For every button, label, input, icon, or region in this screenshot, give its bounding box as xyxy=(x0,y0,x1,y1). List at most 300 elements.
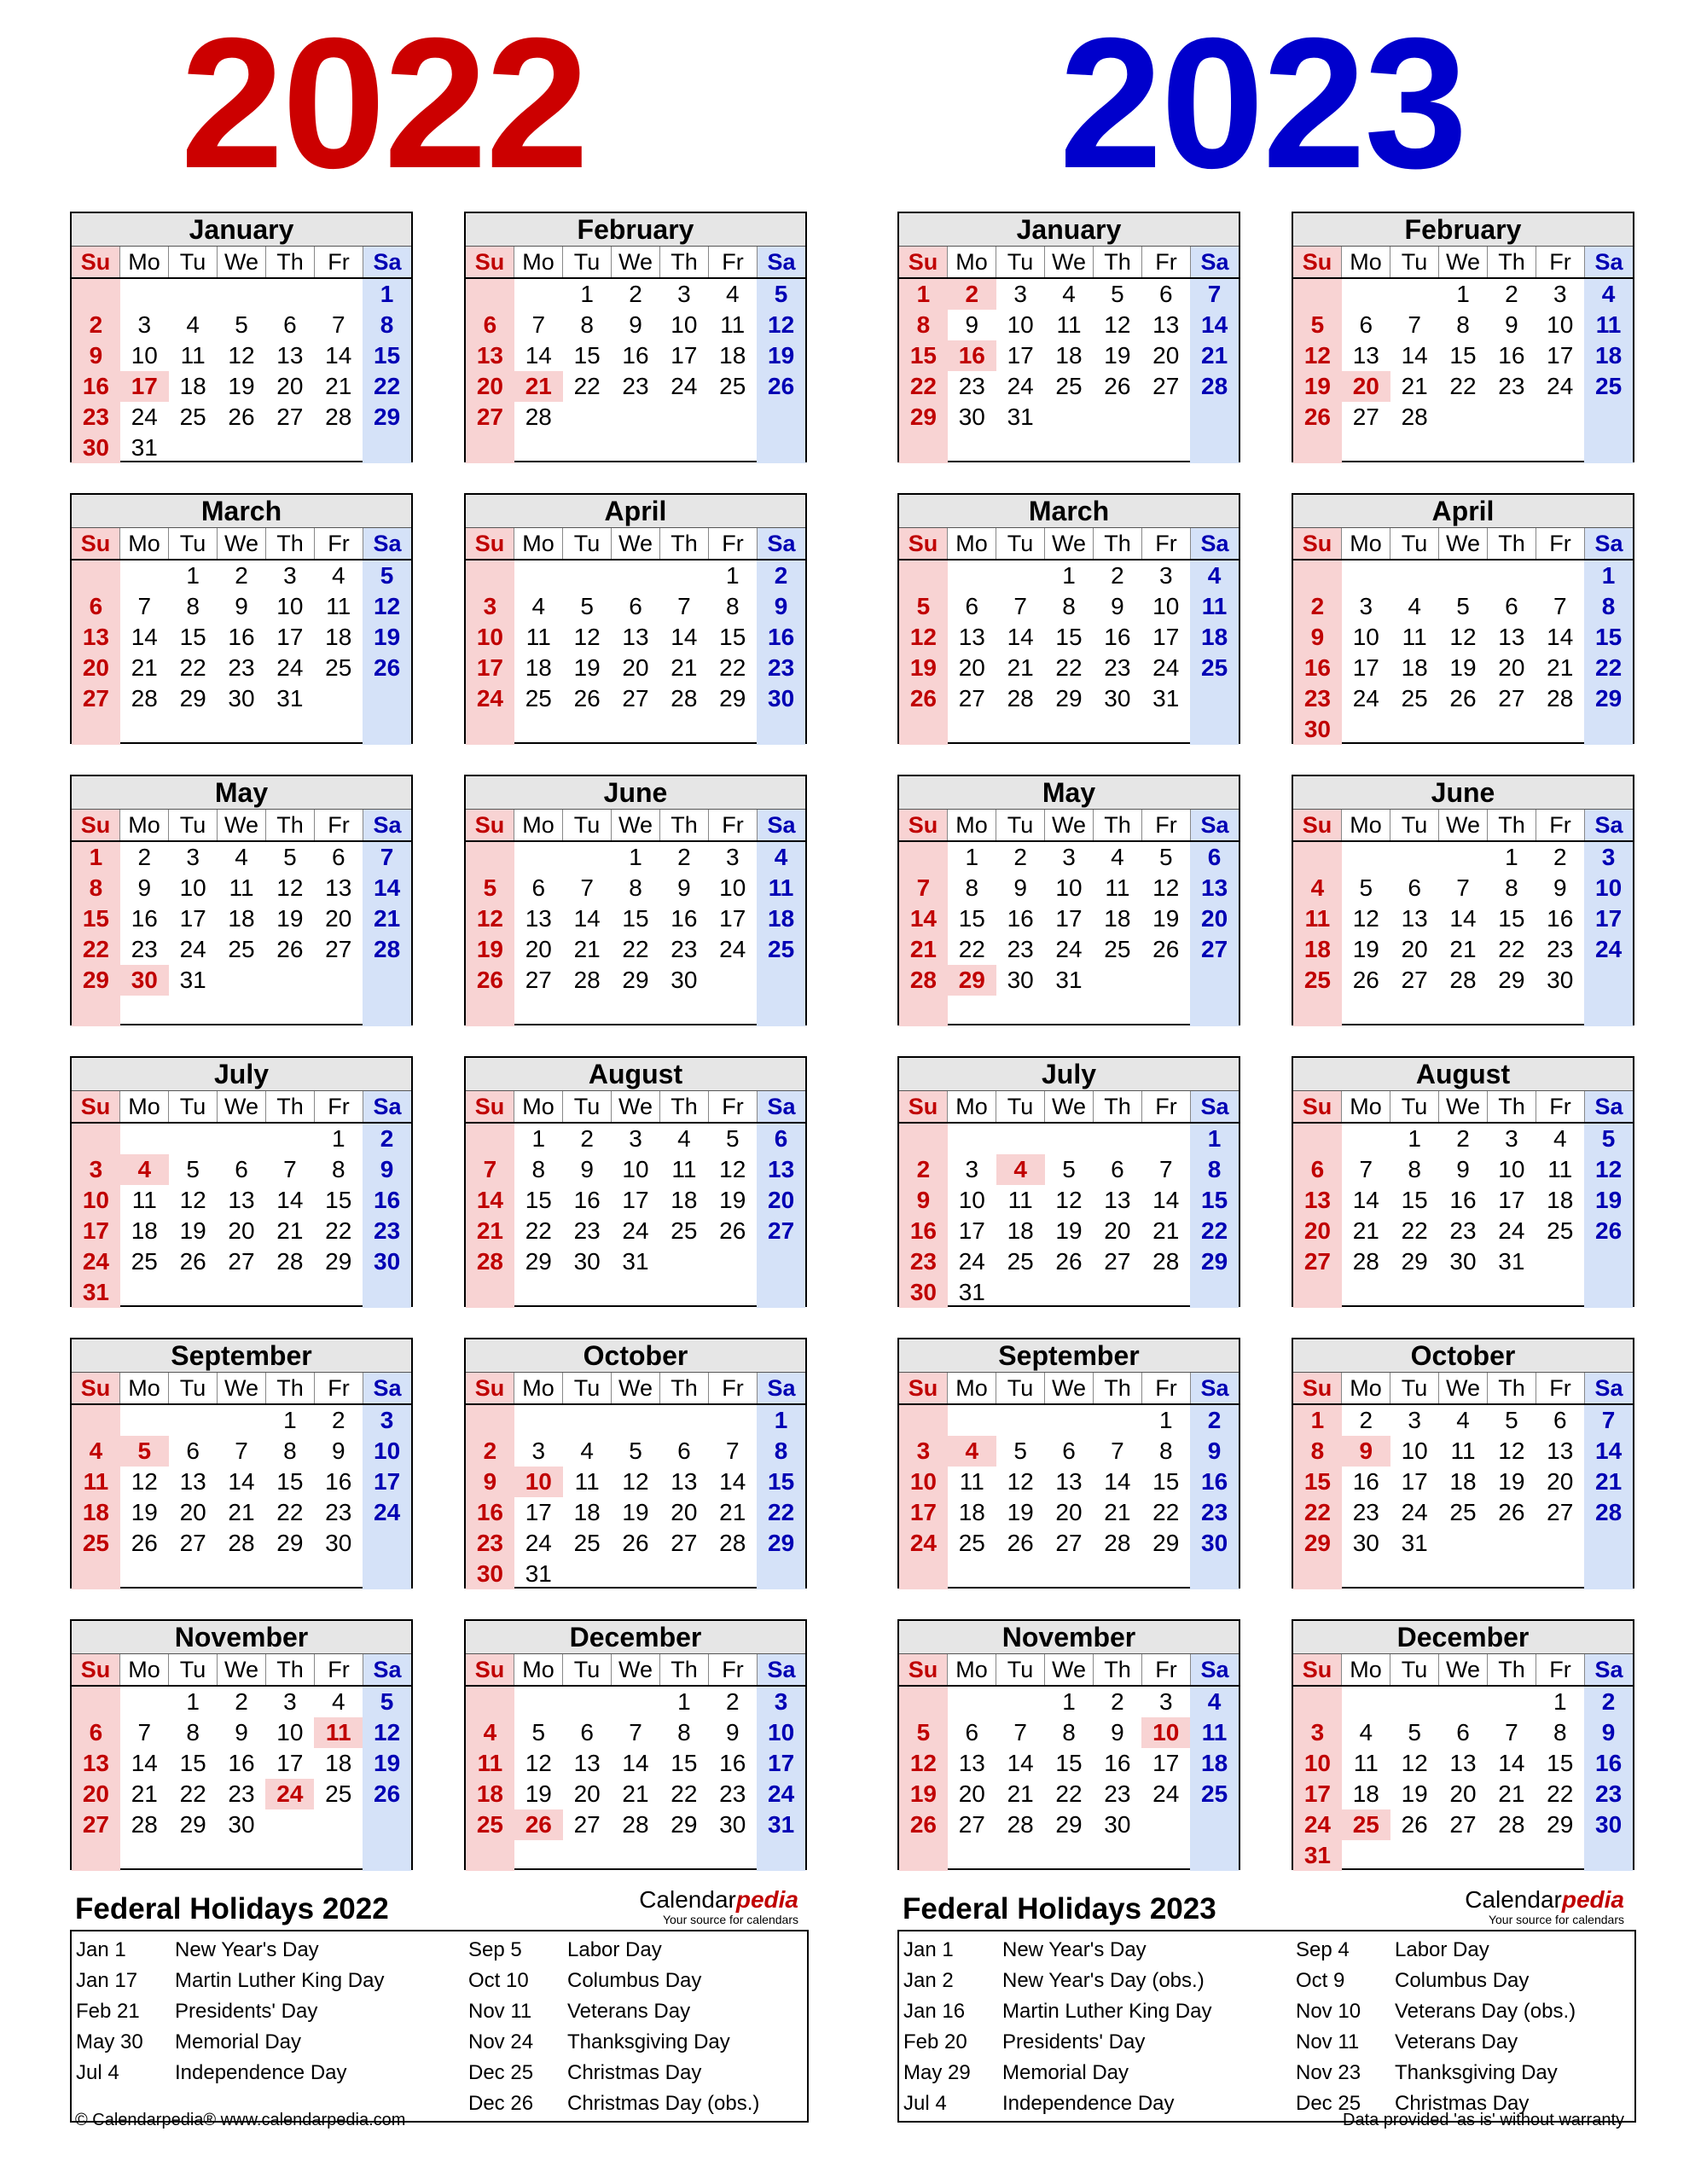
empty-cell xyxy=(899,1124,948,1154)
empty-cell xyxy=(466,996,514,1026)
day-cell: 21 xyxy=(1449,936,1477,962)
week-row xyxy=(1293,1840,1633,1871)
day-cell: 8 xyxy=(1584,591,1633,622)
day-cell: 8 xyxy=(331,1156,345,1182)
empty-cell xyxy=(1141,1124,1190,1154)
day-cell: 5 xyxy=(1456,593,1470,619)
day-cell: 31 xyxy=(1401,1530,1428,1556)
holidays-table-2023 xyxy=(897,1930,1636,2123)
day-cell: 7 xyxy=(899,873,948,903)
day-cell: 3 xyxy=(531,1438,546,1464)
day-cell: 9 xyxy=(331,1438,345,1464)
month-name: November xyxy=(72,1621,411,1654)
day-cell: 14 xyxy=(325,342,352,369)
day-cell: 31 xyxy=(72,1277,120,1308)
week-row xyxy=(72,1436,411,1467)
day-cell: 26 xyxy=(719,1217,746,1244)
holidays-table-2022 xyxy=(70,1930,809,2123)
day-cell: 14 xyxy=(131,624,158,650)
month-name: June xyxy=(1293,776,1633,810)
weekday-label: Mo xyxy=(948,810,996,840)
day-cell: 27 xyxy=(573,1811,601,1838)
empty-cell xyxy=(466,433,514,463)
day-cell: 21 xyxy=(131,654,158,681)
empty-cell xyxy=(514,561,563,591)
day-cell: 29 xyxy=(325,1248,352,1275)
empty-cell xyxy=(1141,1277,1190,1308)
empty-cell xyxy=(363,683,411,714)
month-august-2022 xyxy=(464,1056,807,1307)
weekday-label: We xyxy=(1439,1373,1488,1403)
empty-cell xyxy=(659,402,708,433)
day-cell: 10 xyxy=(1584,873,1633,903)
weekday-label: Th xyxy=(266,810,315,840)
week-row xyxy=(899,1559,1239,1589)
day-cell: 1 xyxy=(1553,1688,1567,1715)
month-april-2022 xyxy=(464,493,807,744)
day-cell: 8 xyxy=(629,874,642,901)
day-cell: 22 xyxy=(1190,1216,1239,1246)
day-cell: 16 xyxy=(719,1750,746,1776)
day-cell: 4 xyxy=(1293,873,1342,903)
weekday-label: Th xyxy=(1094,1373,1142,1403)
week-row xyxy=(466,433,805,463)
day-cell: 17 xyxy=(1352,654,1379,681)
day-cell: 14 xyxy=(671,624,698,650)
day-cell: 22 xyxy=(179,1780,206,1807)
month-name: November xyxy=(899,1621,1239,1654)
day-cell: 17 xyxy=(1584,903,1633,934)
day-cell: 24 xyxy=(179,936,206,962)
weekday-header xyxy=(72,1654,411,1687)
week-row xyxy=(466,591,805,622)
day-cell: 12 xyxy=(1152,874,1180,901)
day-cell: 1 xyxy=(965,844,979,870)
week-row xyxy=(1293,903,1633,934)
day-cell: 31 xyxy=(1055,967,1083,993)
empty-cell xyxy=(1536,1528,1584,1559)
day-cell: 9 xyxy=(580,1156,594,1182)
weekday-label: Th xyxy=(1488,1091,1536,1122)
day-cell: 22 xyxy=(719,654,746,681)
day-cell: 3 xyxy=(1158,562,1173,589)
empty-cell xyxy=(1293,1687,1342,1717)
day-cell: 1 xyxy=(1456,281,1470,307)
month-name: December xyxy=(466,1621,805,1654)
empty-cell xyxy=(996,714,1045,745)
day-cell: 16 xyxy=(671,905,698,932)
day-cell: 8 xyxy=(899,310,948,340)
empty-cell xyxy=(757,433,805,463)
weekday-label: Su xyxy=(899,810,948,840)
weekday-label: Sa xyxy=(1191,1654,1239,1685)
day-cell: 9 xyxy=(725,1719,740,1745)
weekday-label: Fr xyxy=(709,1373,758,1403)
week-row xyxy=(72,1840,411,1871)
day-cell: 3 xyxy=(629,1125,642,1152)
day-cell: 11 xyxy=(1293,903,1342,934)
day-cell: 5 xyxy=(580,593,594,619)
weekday-label: Th xyxy=(1094,1091,1142,1122)
day-cell: 19 xyxy=(525,1780,552,1807)
empty-cell xyxy=(1439,996,1488,1026)
month-january-2022 xyxy=(70,212,413,462)
day-cell: 2 xyxy=(677,844,691,870)
day-cell: 26 xyxy=(466,965,514,996)
day-cell: 5 xyxy=(466,873,514,903)
day-cell: 3 xyxy=(965,1156,979,1182)
day-cell: 28 xyxy=(466,1246,514,1277)
day-cell: 10 xyxy=(757,1717,805,1748)
weekday-header xyxy=(72,528,411,561)
day-cell: 22 xyxy=(1498,936,1525,962)
day-cell: 30 xyxy=(671,967,698,993)
day-cell: 16 xyxy=(1104,624,1131,650)
day-cell: 3 xyxy=(899,1436,948,1467)
day-cell: 27 xyxy=(72,1809,120,1840)
weekday-label: Mo xyxy=(514,528,563,559)
weekday-header xyxy=(1293,1373,1633,1405)
month-name: February xyxy=(1293,213,1633,247)
day-cell: 31 xyxy=(276,685,304,712)
holiday-name: Martin Luther King Day xyxy=(175,1969,385,1992)
week-row xyxy=(466,1497,805,1528)
day-cell: 7 xyxy=(1408,311,1421,338)
empty-cell xyxy=(1342,1277,1390,1308)
day-cell: 7 xyxy=(531,311,546,338)
day-cell: 15 xyxy=(179,1750,206,1776)
day-cell: 24 xyxy=(958,1248,985,1275)
day-cell: 11 xyxy=(180,342,206,369)
day-cell: 5 xyxy=(1584,1124,1633,1154)
day-cell: 4 xyxy=(331,562,345,589)
week-row xyxy=(899,1779,1239,1809)
day-cell: 7 xyxy=(331,311,345,338)
day-cell: 16 xyxy=(363,1185,411,1216)
empty-cell xyxy=(120,1405,169,1436)
day-cell: 21 xyxy=(1498,1780,1525,1807)
empty-cell xyxy=(1536,1840,1584,1871)
weekday-label: Sa xyxy=(1191,1091,1239,1122)
day-cell: 27 xyxy=(757,1216,805,1246)
week-row xyxy=(899,996,1239,1026)
holiday-date: May 29 xyxy=(903,2061,971,2084)
day-cell: 2 xyxy=(1456,1125,1470,1152)
day-cell: 21 xyxy=(325,373,352,399)
day-cell: 5 xyxy=(1408,1719,1421,1745)
day-cell: 12 xyxy=(1007,1468,1034,1495)
day-cell: 11 xyxy=(1547,1156,1573,1182)
day-cell: 7 xyxy=(1584,1405,1633,1436)
empty-cell xyxy=(120,1687,169,1717)
month-july-2022 xyxy=(70,1056,413,1307)
day-cell: 13 xyxy=(1547,1438,1574,1464)
weekday-label: Fr xyxy=(1142,247,1191,277)
week-row xyxy=(1293,1809,1633,1840)
day-cell: 6 xyxy=(1190,842,1239,873)
month-name: August xyxy=(466,1058,805,1091)
day-cell: 3 xyxy=(1293,1717,1342,1748)
day-cell: 12 xyxy=(899,622,948,653)
empty-cell xyxy=(72,279,120,310)
empty-cell xyxy=(1536,402,1584,433)
day-cell: 28 xyxy=(131,685,158,712)
week-row xyxy=(1293,279,1633,310)
day-cell: 25 xyxy=(525,685,552,712)
weekday-label: Sa xyxy=(363,1373,411,1403)
day-cell: 17 xyxy=(1152,1750,1180,1776)
day-cell: 5 xyxy=(235,311,248,338)
empty-cell xyxy=(363,996,411,1026)
empty-cell xyxy=(72,1840,120,1871)
day-cell: 16 xyxy=(1547,905,1574,932)
day-cell: 10 xyxy=(276,593,304,619)
day-cell: 10 xyxy=(514,1467,563,1497)
day-cell: 1 xyxy=(629,844,642,870)
weekday-label: Su xyxy=(72,1373,120,1403)
empty-cell xyxy=(1439,714,1488,745)
week-row xyxy=(466,934,805,965)
day-cell: 2 xyxy=(1293,591,1342,622)
holiday-name: Veterans Day xyxy=(567,2000,691,2023)
day-cell: 14 xyxy=(1007,624,1034,650)
empty-cell xyxy=(466,1124,514,1154)
day-cell: 20 xyxy=(276,373,304,399)
day-cell: 19 xyxy=(899,1779,948,1809)
day-cell: 12 xyxy=(1401,1750,1428,1776)
day-cell: 27 xyxy=(671,1530,698,1556)
day-cell: 12 xyxy=(525,1750,552,1776)
day-cell: 9 xyxy=(1553,874,1567,901)
day-cell: 4 xyxy=(1062,281,1076,307)
day-cell: 10 xyxy=(1141,1717,1190,1748)
month-september-2022 xyxy=(70,1338,413,1589)
day-cell: 28 xyxy=(131,1811,158,1838)
month-april-2023 xyxy=(1292,493,1634,744)
day-cell: 13 xyxy=(1104,1187,1131,1213)
empty-cell xyxy=(1293,279,1342,310)
day-cell: 29 xyxy=(757,1528,805,1559)
day-cell: 7 xyxy=(1158,1156,1173,1182)
day-cell: 28 xyxy=(622,1811,649,1838)
day-cell: 25 xyxy=(573,1530,601,1556)
day-cell: 18 xyxy=(573,1499,601,1525)
weekday-label: Su xyxy=(1293,528,1342,559)
day-cell: 2 xyxy=(725,1688,740,1715)
day-cell: 13 xyxy=(622,624,649,650)
weekday-label: Tu xyxy=(169,247,218,277)
week-row xyxy=(1293,714,1633,745)
day-cell: 17 xyxy=(363,1467,411,1497)
day-cell: 24 xyxy=(525,1530,552,1556)
day-cell: 22 xyxy=(1152,1499,1180,1525)
day-cell: 30 xyxy=(1104,685,1131,712)
day-cell: 15 xyxy=(719,624,746,650)
week-row xyxy=(466,903,805,934)
empty-cell xyxy=(1390,561,1439,591)
day-cell: 31 xyxy=(525,1560,552,1587)
day-cell: 11 xyxy=(1584,310,1633,340)
holiday-date: Jan 16 xyxy=(903,2000,966,2023)
empty-cell xyxy=(1342,714,1390,745)
day-cell: 15 xyxy=(958,905,985,932)
day-cell: 7 xyxy=(466,1154,514,1185)
week-row xyxy=(899,653,1239,683)
day-cell: 6 xyxy=(1408,874,1421,901)
day-cell: 29 xyxy=(72,965,120,996)
weekday-label: We xyxy=(218,1091,266,1122)
empty-cell xyxy=(1045,1277,1094,1308)
empty-cell xyxy=(1190,1277,1239,1308)
empty-cell xyxy=(363,1809,411,1840)
day-cell: 27 xyxy=(325,936,352,962)
day-cell: 9 xyxy=(235,593,248,619)
empty-cell xyxy=(218,1124,266,1154)
day-cell: 28 xyxy=(325,404,352,430)
weekday-label: Fr xyxy=(709,1654,758,1685)
day-cell: 6 xyxy=(1505,593,1518,619)
day-cell: 15 xyxy=(1152,1468,1180,1495)
holiday-row xyxy=(1296,1935,1576,1966)
day-cell: 17 xyxy=(276,1750,304,1776)
week-row xyxy=(72,903,411,934)
empty-cell xyxy=(169,433,218,463)
weekday-label: Fr xyxy=(315,528,363,559)
empty-cell xyxy=(72,1405,120,1436)
weekday-label: Su xyxy=(72,528,120,559)
empty-cell xyxy=(612,561,660,591)
empty-cell xyxy=(708,402,757,433)
day-cell: 16 xyxy=(899,1216,948,1246)
day-cell: 3 xyxy=(677,281,691,307)
day-cell: 24 xyxy=(363,1497,411,1528)
holiday-name: Thanksgiving Day xyxy=(1395,2061,1558,2084)
day-cell: 12 xyxy=(1293,340,1342,371)
holiday-name: Veterans Day (obs.) xyxy=(1395,2000,1576,2023)
weekday-label: We xyxy=(612,1654,660,1685)
day-cell: 1 xyxy=(580,281,594,307)
day-cell: 19 xyxy=(363,622,411,653)
day-cell: 28 xyxy=(1547,685,1574,712)
day-cell: 14 xyxy=(573,905,601,932)
weekday-label: Th xyxy=(1094,247,1142,277)
empty-cell xyxy=(514,996,563,1026)
day-cell: 26 xyxy=(757,371,805,402)
day-cell: 27 xyxy=(276,404,304,430)
week-row xyxy=(72,1246,411,1277)
holiday-date: Jan 1 xyxy=(903,1938,954,1961)
day-cell: 31 xyxy=(1152,685,1180,712)
empty-cell xyxy=(466,561,514,591)
month-february-2022 xyxy=(464,212,807,462)
empty-cell xyxy=(659,433,708,463)
weekday-header xyxy=(899,1654,1239,1687)
day-cell: 21 xyxy=(719,1499,746,1525)
day-cell: 15 xyxy=(573,342,601,369)
weekday-header xyxy=(899,528,1239,561)
month-name: March xyxy=(899,495,1239,528)
month-name: October xyxy=(466,1339,805,1373)
day-cell: 15 xyxy=(1401,1187,1428,1213)
month-name: May xyxy=(899,776,1239,810)
day-cell: 24 xyxy=(131,404,158,430)
day-cell: 28 xyxy=(719,1530,746,1556)
day-cell: 4 xyxy=(1190,561,1239,591)
week-row xyxy=(1293,653,1633,683)
day-cell: 1 xyxy=(1584,561,1633,591)
weekday-label: Th xyxy=(1488,1654,1536,1685)
empty-cell xyxy=(1487,996,1536,1026)
holiday-name: Columbus Day xyxy=(567,1969,702,1992)
empty-cell xyxy=(1487,1687,1536,1717)
empty-cell xyxy=(218,996,266,1026)
week-row xyxy=(466,310,805,340)
empty-cell xyxy=(1439,1528,1488,1559)
weekday-label: Mo xyxy=(1342,1091,1390,1122)
day-cell: 23 xyxy=(466,1528,514,1559)
day-cell: 8 xyxy=(580,311,594,338)
day-cell: 29 xyxy=(1547,1811,1574,1838)
day-cell: 23 xyxy=(1449,1217,1477,1244)
weekday-header xyxy=(466,247,805,279)
empty-cell xyxy=(1045,402,1094,433)
empty-cell xyxy=(514,1277,563,1308)
weekday-label: We xyxy=(1439,247,1488,277)
holiday-row xyxy=(76,1996,384,2027)
empty-cell xyxy=(1190,714,1239,745)
empty-cell xyxy=(120,279,169,310)
day-cell: 17 xyxy=(466,653,514,683)
weekday-label: Fr xyxy=(315,247,363,277)
week-row xyxy=(899,340,1239,371)
holiday-name: New Year's Day xyxy=(175,1938,319,1961)
holiday-name: Martin Luther King Day xyxy=(1002,2000,1212,2023)
empty-cell xyxy=(363,714,411,745)
empty-cell xyxy=(612,1405,660,1436)
day-cell: 11 xyxy=(131,1187,157,1213)
empty-cell xyxy=(899,1687,948,1717)
empty-cell xyxy=(659,1405,708,1436)
day-cell: 12 xyxy=(757,310,805,340)
empty-cell xyxy=(1045,433,1094,463)
day-cell: 19 xyxy=(1007,1499,1034,1525)
empty-cell xyxy=(996,1124,1045,1154)
empty-cell xyxy=(72,1687,120,1717)
day-cell: 11 xyxy=(525,624,551,650)
week-row xyxy=(72,653,411,683)
weekday-header xyxy=(1293,810,1633,842)
empty-cell xyxy=(899,433,948,463)
day-cell: 24 xyxy=(1055,936,1083,962)
empty-cell xyxy=(1439,1277,1488,1308)
empty-cell xyxy=(899,1559,948,1589)
day-cell: 29 xyxy=(948,965,996,996)
day-cell: 30 xyxy=(72,433,120,463)
weekday-label: Sa xyxy=(1585,1373,1633,1403)
day-cell: 6 xyxy=(1553,1407,1567,1433)
week-row xyxy=(72,1528,411,1559)
holiday-name: Presidents' Day xyxy=(1002,2030,1146,2053)
day-cell: 11 xyxy=(671,1156,697,1182)
weekday-label: Mo xyxy=(514,1373,563,1403)
day-cell: 26 xyxy=(1498,1499,1525,1525)
day-cell: 26 xyxy=(573,685,601,712)
day-cell: 21 xyxy=(228,1499,255,1525)
week-row xyxy=(466,1154,805,1185)
weekday-label: Tu xyxy=(996,1373,1045,1403)
empty-cell xyxy=(1190,402,1239,433)
year-title-2023: 2023 xyxy=(1059,0,1466,207)
